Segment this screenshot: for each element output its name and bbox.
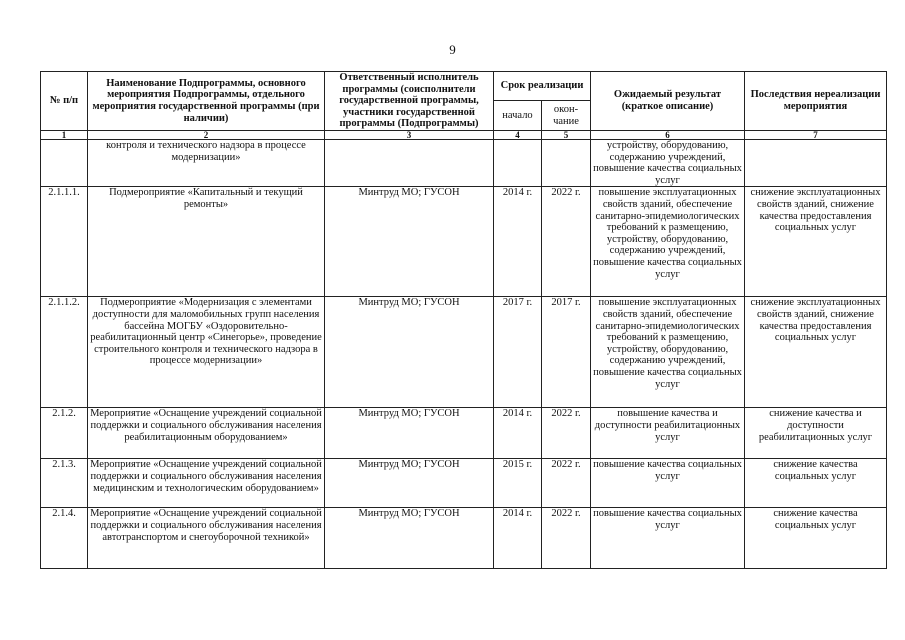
table-row — [41, 187, 887, 297]
row-consequences — [745, 140, 887, 187]
table-row — [41, 459, 887, 508]
row-result: повышение качества социальных услуг — [591, 508, 745, 569]
row-responsible — [325, 140, 494, 187]
row-name: Мероприятие «Оснащение учреждений социальной поддержки и социального обслуживания населения медицинским и технологическим оборудованием» — [88, 459, 325, 508]
row-consequences: снижение качества и доступности реабилитационных услуг — [745, 408, 887, 459]
row-end: 2022 г. — [542, 459, 591, 508]
row-start: 2017 г. — [494, 297, 542, 408]
row-responsible: Минтруд МО; ГУСОН — [325, 508, 494, 569]
header-start: начало — [494, 101, 542, 131]
row-name: Мероприятие «Оснащение учреждений социальной поддержки и социального обслуживания населения автотранспортом и снегоуборочной техникой» — [88, 508, 325, 569]
table-row — [41, 297, 887, 408]
row-num: 2.1.1.1. — [41, 187, 88, 297]
row-consequences: снижение эксплуатационных свойств зданий, снижение качества предоставления социальных услуг — [745, 297, 887, 408]
row-num — [41, 140, 88, 187]
row-num: 2.1.1.2. — [41, 297, 88, 408]
row-result: повышение эксплуатационных свойств зданий, обеспечение санитарно-эпидемиологических требований к размещению, устройству, оборудованию, содержанию учреждений, повышение качества социальных услуг — [591, 297, 745, 408]
row-responsible: Минтруд МО; ГУСОН — [325, 297, 494, 408]
column-number: 4 — [494, 131, 542, 140]
row-result: повышение качества социальных услуг — [591, 459, 745, 508]
row-result: устройству, оборудованию, содержанию учреждений, повышение качества социальных услуг — [591, 140, 745, 187]
table-row — [41, 140, 887, 187]
row-start: 2014 г. — [494, 187, 542, 297]
row-num: 2.1.2. — [41, 408, 88, 459]
row-end: 2017 г. — [542, 297, 591, 408]
row-consequences: снижение качества социальных услуг — [745, 508, 887, 569]
header-result: Ожидаемый результат (краткое описание) — [591, 72, 745, 131]
row-responsible: Минтруд МО; ГУСОН — [325, 408, 494, 459]
row-result: повышение эксплуатационных свойств зданий, обеспечение санитарно-эпидемиологических требований к размещению, устройству, оборудованию, содержанию учреждений, повышение качества социальных услуг — [591, 187, 745, 297]
row-start — [494, 140, 542, 187]
row-result: повышение качества и доступности реабилитационных услуг — [591, 408, 745, 459]
header-end: окон-чание — [542, 101, 591, 131]
column-number: 7 — [745, 131, 887, 140]
header-responsible: Ответственный исполнитель программы (соисполнители государственной программы, участники государственной программы (Подпрограммы) — [325, 72, 494, 131]
row-name: Подмероприятие «Модернизация с элементами доступности для маломобильных групп населения бассейна МОГБУ «Оздоровительно-реабилитационный центр «Синегорье», проведение строительного контроля и технического надзора в процессе модернизации» — [88, 297, 325, 408]
row-num: 2.1.4. — [41, 508, 88, 569]
header-num: № п/п — [41, 72, 88, 131]
column-number: 1 — [41, 131, 88, 140]
column-number: 3 — [325, 131, 494, 140]
column-number: 6 — [591, 131, 745, 140]
row-consequences: снижение качества социальных услуг — [745, 459, 887, 508]
row-name: Подмероприятие «Капитальный и текущий ремонты» — [88, 187, 325, 297]
row-start: 2014 г. — [494, 508, 542, 569]
row-num: 2.1.3. — [41, 459, 88, 508]
row-start: 2014 г. — [494, 408, 542, 459]
row-start: 2015 г. — [494, 459, 542, 508]
header-row — [41, 72, 887, 101]
row-end: 2022 г. — [542, 187, 591, 297]
column-number: 2 — [88, 131, 325, 140]
page-number: 9 — [449, 42, 456, 57]
row-end — [542, 140, 591, 187]
header-consequences: Последствия нереализации мероприятия — [745, 72, 887, 131]
header-name: Наименование Подпрограммы, основного мероприятия Подпрограммы, отдельного мероприятия государственной программы (при наличии) — [88, 72, 325, 131]
table-row — [41, 508, 887, 569]
row-consequences: снижение эксплуатационных свойств зданий, снижение качества предоставления социальных услуг — [745, 187, 887, 297]
table-row — [41, 408, 887, 459]
row-responsible: Минтруд МО; ГУСОН — [325, 187, 494, 297]
row-end: 2022 г. — [542, 508, 591, 569]
row-responsible: Минтруд МО; ГУСОН — [325, 459, 494, 508]
column-number-row — [41, 131, 887, 140]
column-number: 5 — [542, 131, 591, 140]
row-name: Мероприятие «Оснащение учреждений социальной поддержки и социального обслуживания населения реабилитационным оборудованием» — [88, 408, 325, 459]
header-term: Срок реализации — [494, 72, 591, 101]
measures-table — [40, 71, 887, 569]
row-end: 2022 г. — [542, 408, 591, 459]
row-name: контроля и технического надзора в процессе модернизации» — [88, 140, 325, 187]
